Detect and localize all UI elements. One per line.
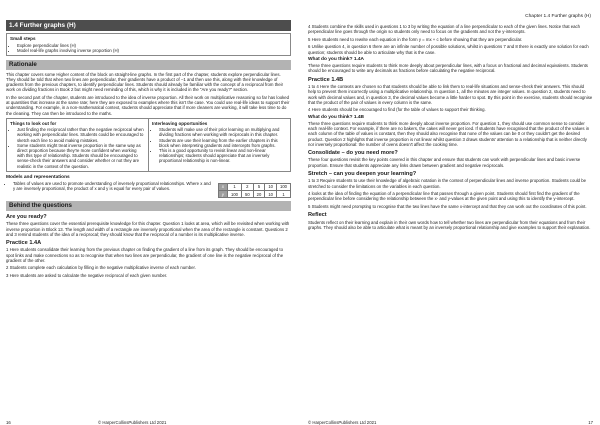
table-cell: y xyxy=(218,190,227,197)
table-cell: 10 xyxy=(265,190,277,197)
practice-paragraph: 1 to 4 Here the contexts are chosen so that students should be able to link them to real-life situations and sense-check their answers. This should help to prevent them incorrectly using a multiplicative relationship. In question 1, all the minutes are integer values. In question 2, students need to work with decimal values and, in question 3, the decimal values become a little harder to spot. By this point in the exercise, students should recognise that the product of the pair of values in every column is the same. xyxy=(308,84,593,105)
reflect-heading: Reflect xyxy=(308,212,327,219)
stretch-paragraph: 1 to 3 Require students to use their knowledge of algebraic notation in the context of perpendicular lines and inverse proportion. Students could be stretched to consider the limitations on the variables in each question. xyxy=(308,178,587,189)
right-page xyxy=(308,0,593,424)
lookout-interleaving-box xyxy=(6,118,291,172)
left-page xyxy=(6,0,291,424)
wdyt-heading: What do you think? 1.4B xyxy=(308,114,364,120)
consolidate-heading: Consolidate – do you need more? xyxy=(308,149,398,156)
running-header: Chapter 1.4 Further graphs (H) xyxy=(525,14,591,19)
table-cell: 2 xyxy=(241,183,253,190)
interleaving-item: • Students will make use of their prior learning on multiplying and dividing fractions when working with reciprocals in this chapter. xyxy=(159,127,287,137)
interleaving-item: • Students are use their learning from the earlier chapters in this block when interpreting gradients and intercepts from graphs. xyxy=(159,138,287,148)
models-heading: Models and representations xyxy=(6,174,70,180)
table-cell: 100 xyxy=(277,183,291,190)
practice-paragraph: 1 Here students consolidate their learning from the previous chapter on finding the gradient of a line from its graph. They should be encouraged to spot links and make connections so as to recognise that when two lines are perpendicular, the gradient of one line is the negative reciprocal of the gradient of the other. xyxy=(6,247,284,263)
table-cell: 100 xyxy=(227,190,241,197)
models-section xyxy=(6,181,291,198)
wdyt-paragraph: These three questions require students to think more deeply about perpendicular lines, with a focus on fractional and decimal equivalents. Students should be encouraged to write any decimals as fractions before calculating the negative reciprocal. xyxy=(308,63,588,74)
table-cell: 1 xyxy=(227,183,241,190)
small-steps-list xyxy=(10,43,287,53)
section-title: 1.4 Further graphs (H) xyxy=(6,20,291,31)
ready-heading: Are you ready? xyxy=(6,213,47,220)
practice-heading: Practice 1.4B xyxy=(308,76,344,83)
question-paragraph: 4 Students combine the skills used in questions 1 to 3 by writing the equation of a line perpendicular to each of the given lines. Notice that each perpendicular line goes through the origin so students only need to focus on the gradients and not the y-intercepts. xyxy=(308,24,581,35)
interleaving-column xyxy=(148,119,290,171)
wdyt-heading: What do you think? 1.4A xyxy=(308,57,364,63)
ready-paragraph: These three questions cover the essential prerequisite knowledge for this chapter. Question 1 looks at area, which will be revisited when working with inverse proportion in Block 13. The length and width of a rectangle are inversely proportional when the area of the rectangle is constant. Questions 2 and 3 remind students of the idea of a reciprocal; they should know that the reciprocal of a number is its multiplicative inverse. xyxy=(6,221,290,237)
rationale-paragraph: In the second part of the chapter, students are introduced to the idea of inverse proportion. All their work on multiplicative reasoning so far has looked at quantities that increase at the same rate; here they are exposed to examples where this isn't the case. You could use real-life ideas to support their understanding. For example, in a non-mathematical context, students should appreciate that if more cleaners are working, it will take less time to do the cleaning. They can then be introduced to the maths. xyxy=(6,94,290,116)
page-number: 17 xyxy=(588,420,593,425)
small-step-item: • Model real-life graphs involving inverse proportion (H) xyxy=(17,48,287,53)
lookout-heading: Things to look out for xyxy=(10,121,57,127)
lookout-item: • Just finding the reciprocal rather than the negative reciprocal when working with perpendicular lines. Students could be encouraged to sketch each line to avoid making mistakes. xyxy=(17,127,145,143)
page-number: 16 xyxy=(6,420,11,425)
consolidate-paragraph: These four questions revisit the key points covered in this chapter and ensure that students can work with perpendicular lines and basic inverse proportion. Ensure that students appreciate any links drawn between gradient and negative reciprocals. xyxy=(308,157,581,168)
small-steps-heading: Small steps xyxy=(10,36,36,41)
table-cell: x xyxy=(218,183,227,190)
values-table xyxy=(218,183,291,198)
reflect-paragraph: Students reflect on their learning and explain in their own words how to tell whether two lines are perpendicular from their equations and from their graphs. They should also be able to articulate what is meant by an inversely proportional relationship and give examples to support their explanation. xyxy=(308,219,591,230)
practice-paragraph: 2 Students complete each calculation by filling in the negative multiplicative inverse of each number. xyxy=(6,265,196,271)
practice-paragraph: 4 Here students should be encouraged to find (for the table of values to support their thinking. xyxy=(308,107,486,113)
behind-heading: Behind the questions xyxy=(6,201,291,211)
question-paragraph: 5 Here students need to rewrite each equation in the form y = mx + c before showing that they are perpendicular. xyxy=(308,36,523,42)
table-cell: 1 xyxy=(277,190,291,197)
stretch-heading: Stretch – can you deepen your learning? xyxy=(308,170,417,177)
table-cell: 50 xyxy=(241,190,253,197)
table-row xyxy=(218,190,290,197)
practice-paragraph: 3 Here students are asked to calculate the negative reciprocal of each given number. xyxy=(6,273,168,279)
models-item: • Tables of values are used to promote understanding of inversely proportional relationships. Where x and y are inversely proportional, the product of x and y is equal for every pair of values. xyxy=(13,181,214,191)
interleaving-item: • This is a good opportunity to revisit linear and non-linear relationships; students should appreciate that an inversely proportional relationship is non-linear. xyxy=(159,148,287,164)
rationale-heading: Rationale xyxy=(6,60,291,70)
table-cell: 5 xyxy=(253,183,265,190)
copyright: © HarperCollinsPublishers Ltd 2021 xyxy=(308,420,377,425)
wdyt-paragraph: These three questions require students to think more deeply about inverse proportion. For question 1, they should use common sense to consider each real-life context. For example, if there are no bakers, the cakes will never get iced. If students have recognised that the product of the values in each column of the table of values is constant, then they should also recognise that none of the values can be 0 or they couldn't get the desired product. Question 2 highlights that inverse proportion is not linear whilst question 3 draws students' attention to a relationship that is neither directly nor inversely proportional: the number of ovens doesn't affect the cooking time. xyxy=(308,120,590,147)
stretch-paragraph: 5 Students might need prompting to recognise that the two lines have the same x-intercept and that they can work out the coordinates of this point. xyxy=(308,203,587,209)
rationale-paragraph: This chapter covers some Higher content of the block on straight-line graphs. In the first part of the chapter, students explore perpendicular lines. They should be told that when two lines are perpendicular, their gradients have a product of −1 and then use this, along with their knowledge of gradients from the previous chapters, to identify perpendicular lines. Students should already be familiar with the concept of a reciprocal from their work on dividing fractions in Book 2 but might need reminding of this, which is why it is included in the "Are you ready?" section. xyxy=(6,71,284,93)
practice-heading: Practice 1.4A xyxy=(6,239,42,246)
small-steps-box xyxy=(6,33,291,56)
question-paragraph: 6 Unlike question 4, in question 6 there are an infinite number of possible solutions, whilst in questions 7 and 8 there is exactly one solution for each question; students should be able to articulate why that is the case. xyxy=(308,44,589,55)
table-row xyxy=(218,183,290,190)
lookout-column xyxy=(7,119,148,171)
small-step-item: • Explore perpendicular lines (H) xyxy=(17,43,287,48)
table-cell: 20 xyxy=(253,190,265,197)
lookout-item: • Some students might treat inverse proportion in the same way as direct proportion because they're more confident when working with this type of relationship. Students should be encouraged to sense-check their answers and consider whether or not they are realistic in the context of the question. xyxy=(17,143,145,169)
stretch-paragraph: 4 looks at the idea of finding the equation of a perpendicular line that passes through a given point. Students should first find the gradient of the perpendicular line before considering the relationship between the x- and y-values at the given point and using this to identify the y-intercept. xyxy=(308,191,580,202)
table-cell: 10 xyxy=(265,183,277,190)
copyright: © HarperCollinsPublishers Ltd 2021 xyxy=(98,420,167,425)
interleaving-heading: Interleaving opportunities xyxy=(152,121,208,127)
